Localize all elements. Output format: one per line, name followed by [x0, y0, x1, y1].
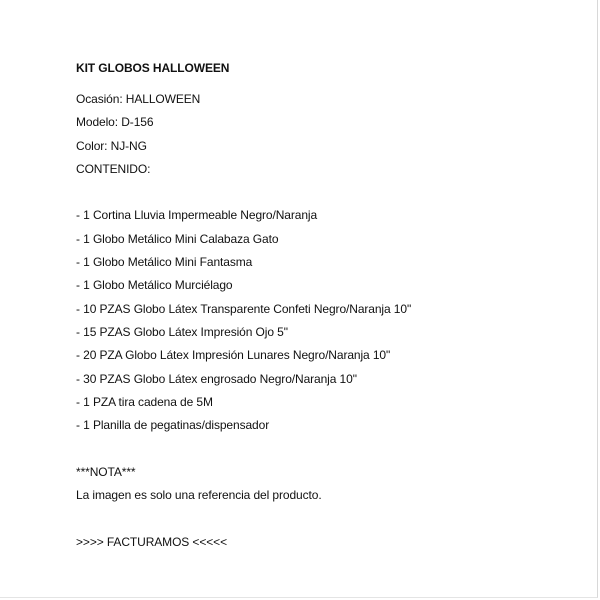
list-item: - 20 PZA Globo Látex Impresión Lunares Negro/Naranja 10" — [76, 348, 391, 363]
contents-heading: CONTENIDO: — [76, 161, 151, 176]
product-description — [76, 60, 576, 557]
color-line: Color: NJ-NG — [76, 138, 147, 153]
contents-list — [76, 207, 576, 433]
note-text: La imagen es solo una referencia del producto. — [76, 488, 322, 503]
spacer — [76, 440, 576, 456]
spacer — [76, 184, 576, 200]
list-item: - 10 PZAS Globo Látex Transparente Confeti Negro/Naranja 10" — [76, 301, 412, 316]
list-item: - 15 PZAS Globo Látex Impresión Ojo 5" — [76, 324, 288, 339]
model-line: Modelo: D-156 — [76, 115, 154, 130]
invoice-notice: >>>> FACTURAMOS <<<<< — [76, 534, 227, 549]
list-item: - 1 Planilla de pegatinas/dispensador — [76, 418, 270, 433]
note-heading: ***NOTA*** — [76, 464, 136, 479]
spacer — [76, 510, 576, 526]
list-item: - 1 Globo Metálico Murciélago — [76, 278, 233, 293]
list-item: - 1 Globo Metálico Mini Fantasma — [76, 255, 253, 270]
list-item: - 1 Globo Metálico Mini Calabaza Gato — [76, 231, 279, 246]
list-item: - 1 PZA tira cadena de 5M — [76, 394, 213, 409]
list-item: - 1 Cortina Lluvia Impermeable Negro/Naranja — [76, 208, 318, 223]
list-item: - 30 PZAS Globo Látex engrosado Negro/Naranja 10" — [76, 371, 357, 386]
product-title: KIT GLOBOS HALLOWEEN — [76, 61, 230, 75]
occasion-line: Ocasión: HALLOWEEN — [76, 92, 201, 106]
